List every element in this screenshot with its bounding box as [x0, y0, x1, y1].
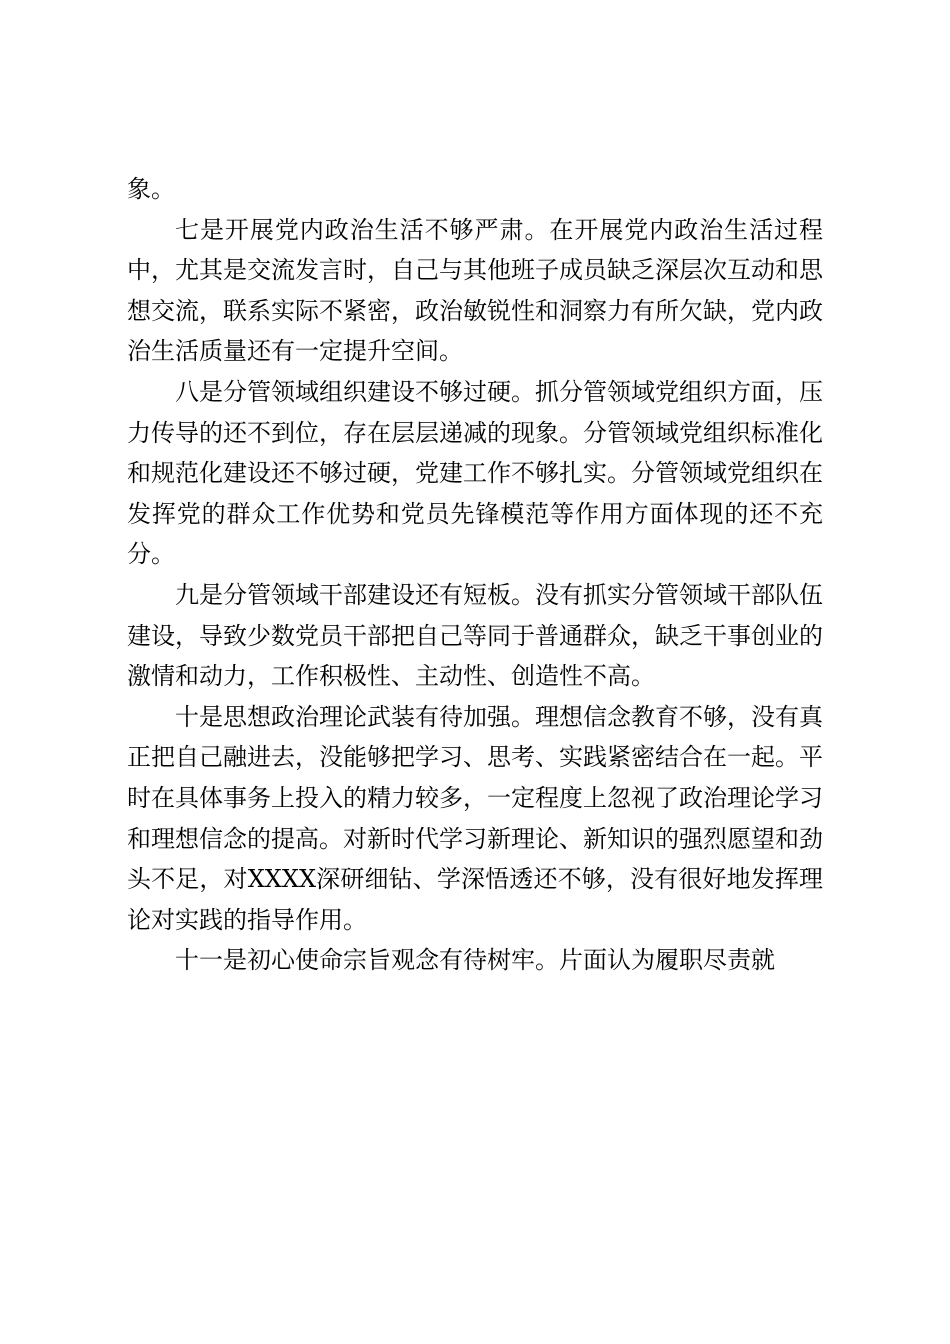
paragraph-item-ten: 十是思想政治理论武装有待加强。理想信念教育不够，没有真正把自己融进去，没能够把学习、思考、实践紧密结合在一起。平时在具体事务上投入的精力较多，一定程度上忽视了政治理论学习和理想信念的提高。对新时代学习新理论、新知识的强烈愿望和劲头不足，对XXXX深研细钻、学深悟透还不够，没有很好地发挥理论对实践的指导作用。: [127, 702, 823, 934]
document-body: [127, 169, 823, 981]
paragraph-item-nine: 九是分管领域干部建设还有短板。没有抓实分管领域干部队伍建设，导致少数党员干部把自己等同于普通群众，缺乏干事创业的激情和动力，工作积极性、主动性、创造性不高。: [127, 580, 823, 691]
paragraph-item-eight: 八是分管领域组织建设不够过硬。抓分管领域党组织方面，压力传导的还不到位，存在层层递减的现象。分管领域党组织标准化和规范化建设还不够过硬，党建工作不够扎实。分管领域党组织在发挥党的群众工作优势和党员先锋模范等作用方面体现的还不充分。: [127, 377, 823, 569]
paragraph-continuation: 象。: [127, 175, 175, 203]
paragraph-item-seven: 七是开展党内政治生活不够严肃。在开展党内政治生活过程中，尤其是交流发言时，自己与其他班子成员缺乏深层次互动和思想交流，联系实际不紧密，政治敏锐性和洞察力有所欠缺，党内政治生活质量还有一定提升空间。: [127, 215, 823, 366]
paragraph-item-eleven: 十一是初心使命宗旨观念有待树牢。片面认为履职尽责就: [175, 946, 775, 975]
